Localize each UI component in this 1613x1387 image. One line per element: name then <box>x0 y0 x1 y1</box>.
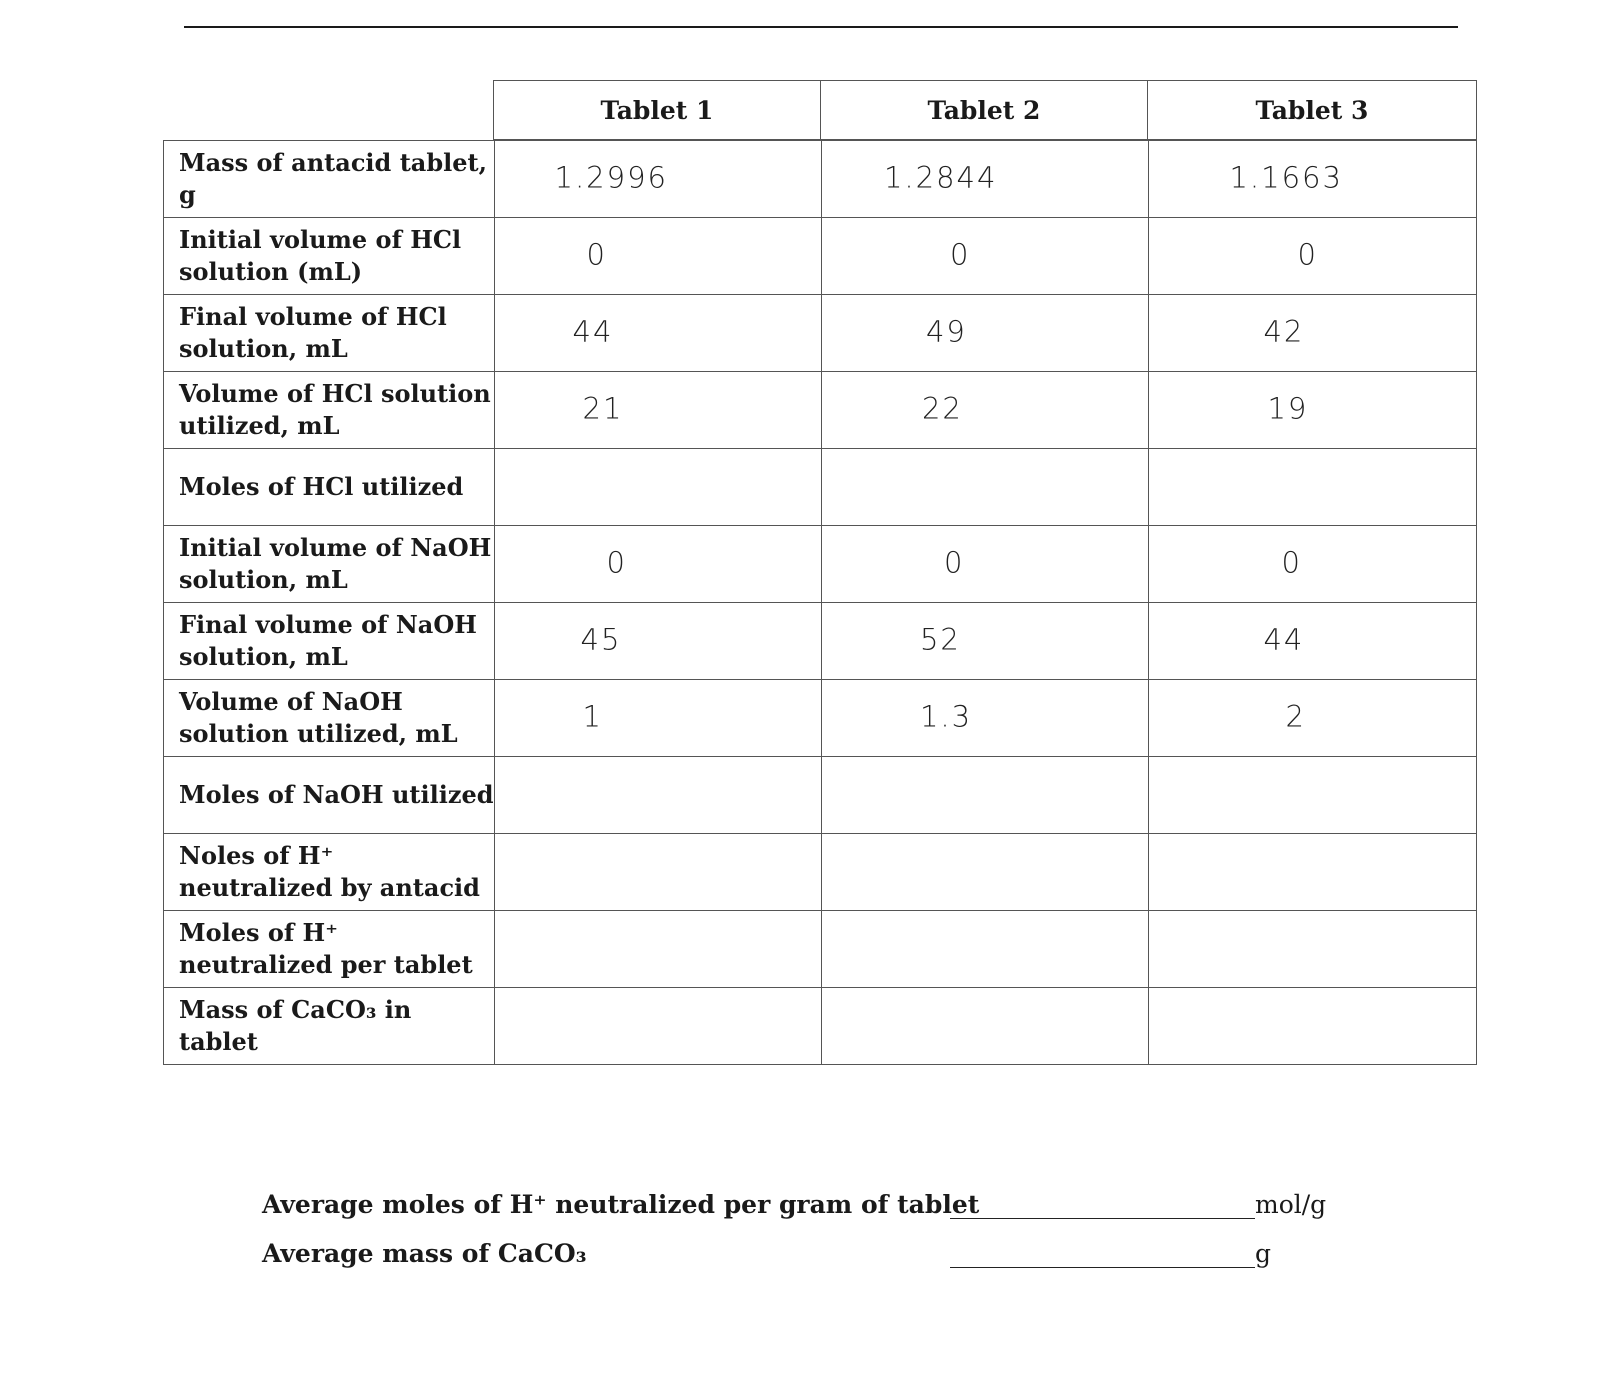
table-row <box>164 141 1477 218</box>
average-mass-label: Average mass of CaCO₃ <box>262 1239 587 1268</box>
handwritten-value: 0 <box>943 545 965 580</box>
data-cell[interactable] <box>821 757 1148 834</box>
data-table <box>163 140 1477 1065</box>
data-cell[interactable] <box>821 449 1148 526</box>
handwritten-value: 0 <box>586 237 607 272</box>
table-row <box>164 834 1477 911</box>
table-row <box>164 911 1477 988</box>
header-tablet-3: Tablet 3 <box>1147 80 1477 140</box>
handwritten-value: 44 <box>572 314 614 349</box>
row-label: Mass of CaCO₃ in tablet <box>164 988 495 1065</box>
handwritten-value: 52 <box>919 622 961 657</box>
row-label: Moles of NaOH utilized <box>164 757 495 834</box>
data-cell[interactable] <box>494 680 821 757</box>
header-tablet-1: Tablet 1 <box>493 80 820 140</box>
handwritten-value: 0 <box>949 237 971 272</box>
data-cell[interactable] <box>1149 449 1477 526</box>
row-label: Final volume of HCl solution, mL <box>164 295 495 372</box>
data-cell[interactable] <box>1149 680 1477 757</box>
table-row <box>164 603 1477 680</box>
average-mass-blank[interactable] <box>950 1267 1255 1268</box>
handwritten-value: 0 <box>1281 545 1302 580</box>
handwritten-value: 21 <box>582 391 624 426</box>
data-cell[interactable] <box>1149 141 1477 218</box>
data-cell[interactable] <box>1149 295 1477 372</box>
handwritten-value: 45 <box>580 622 622 657</box>
data-cell[interactable] <box>494 218 821 295</box>
handwritten-value: 19 <box>1267 391 1309 426</box>
row-label: Moles of HCl utilized <box>164 449 495 526</box>
table-header <box>493 80 1477 140</box>
table-row <box>164 988 1477 1065</box>
data-cell[interactable] <box>821 526 1148 603</box>
row-label: Initial volume of HCl solution (mL) <box>164 218 495 295</box>
handwritten-value: 1 <box>582 699 603 734</box>
row-label: Volume of NaOH solution utilized, mL <box>164 680 495 757</box>
data-cell[interactable] <box>1149 603 1477 680</box>
data-cell[interactable] <box>494 757 821 834</box>
header-tablet-2: Tablet 2 <box>820 80 1147 140</box>
data-cell[interactable] <box>494 603 821 680</box>
data-cell[interactable] <box>1149 834 1477 911</box>
data-cell[interactable] <box>1149 757 1477 834</box>
row-label: Mass of antacid tablet, g <box>164 141 495 218</box>
table-row <box>164 526 1477 603</box>
data-cell[interactable] <box>821 911 1148 988</box>
data-cell[interactable] <box>1149 372 1477 449</box>
data-cell[interactable] <box>494 449 821 526</box>
handwritten-value: 2 <box>1285 699 1306 734</box>
row-label: Volume of HCl solution utilized, mL <box>164 372 495 449</box>
average-moles-unit: mol/g <box>1255 1190 1327 1219</box>
table-row <box>164 372 1477 449</box>
data-cell[interactable] <box>494 295 821 372</box>
average-mass-row <box>262 1239 1362 1273</box>
average-moles-label: Average moles of H⁺ neutralized per gram of tablet <box>262 1190 980 1219</box>
handwritten-value: 0 <box>1297 237 1318 272</box>
table-row <box>164 680 1477 757</box>
handwritten-value: 0 <box>606 545 627 580</box>
data-cell[interactable] <box>1149 526 1477 603</box>
table-row <box>164 449 1477 526</box>
handwritten-value: 1.3 <box>919 699 973 734</box>
handwritten-value: 1.2996 <box>554 160 668 195</box>
data-cell[interactable] <box>1149 911 1477 988</box>
data-cell[interactable] <box>1149 218 1477 295</box>
row-label: Moles of H⁺ neutralized per tablet <box>164 911 495 988</box>
table-row <box>164 295 1477 372</box>
data-cell[interactable] <box>821 988 1148 1065</box>
average-moles-blank[interactable] <box>950 1218 1255 1219</box>
handwritten-value: 42 <box>1263 314 1305 349</box>
data-cell[interactable] <box>494 141 821 218</box>
data-cell[interactable] <box>494 911 821 988</box>
table-row <box>164 218 1477 295</box>
data-cell[interactable] <box>821 141 1148 218</box>
data-cell[interactable] <box>821 295 1148 372</box>
data-cell[interactable] <box>821 372 1148 449</box>
data-cell[interactable] <box>494 834 821 911</box>
average-moles-row <box>262 1190 1362 1224</box>
row-label: Noles of H⁺ neutralized by antacid <box>164 834 495 911</box>
row-label: Final volume of NaOH solution, mL <box>164 603 495 680</box>
data-cell[interactable] <box>821 603 1148 680</box>
average-mass-unit: g <box>1255 1239 1272 1268</box>
row-label: Initial volume of NaOH solution, mL <box>164 526 495 603</box>
handwritten-value: 1.2844 <box>883 160 998 195</box>
handwritten-value: 22 <box>921 391 963 426</box>
data-cell[interactable] <box>821 218 1148 295</box>
data-cell[interactable] <box>494 372 821 449</box>
data-cell[interactable] <box>821 834 1148 911</box>
data-cell[interactable] <box>1149 988 1477 1065</box>
data-cell[interactable] <box>494 526 821 603</box>
handwritten-value: 44 <box>1263 622 1305 657</box>
data-cell[interactable] <box>494 988 821 1065</box>
table-row <box>164 757 1477 834</box>
data-cell[interactable] <box>821 680 1148 757</box>
handwritten-value: 1.1663 <box>1229 160 1343 195</box>
handwritten-value: 49 <box>925 314 967 349</box>
top-rule <box>184 26 1458 28</box>
